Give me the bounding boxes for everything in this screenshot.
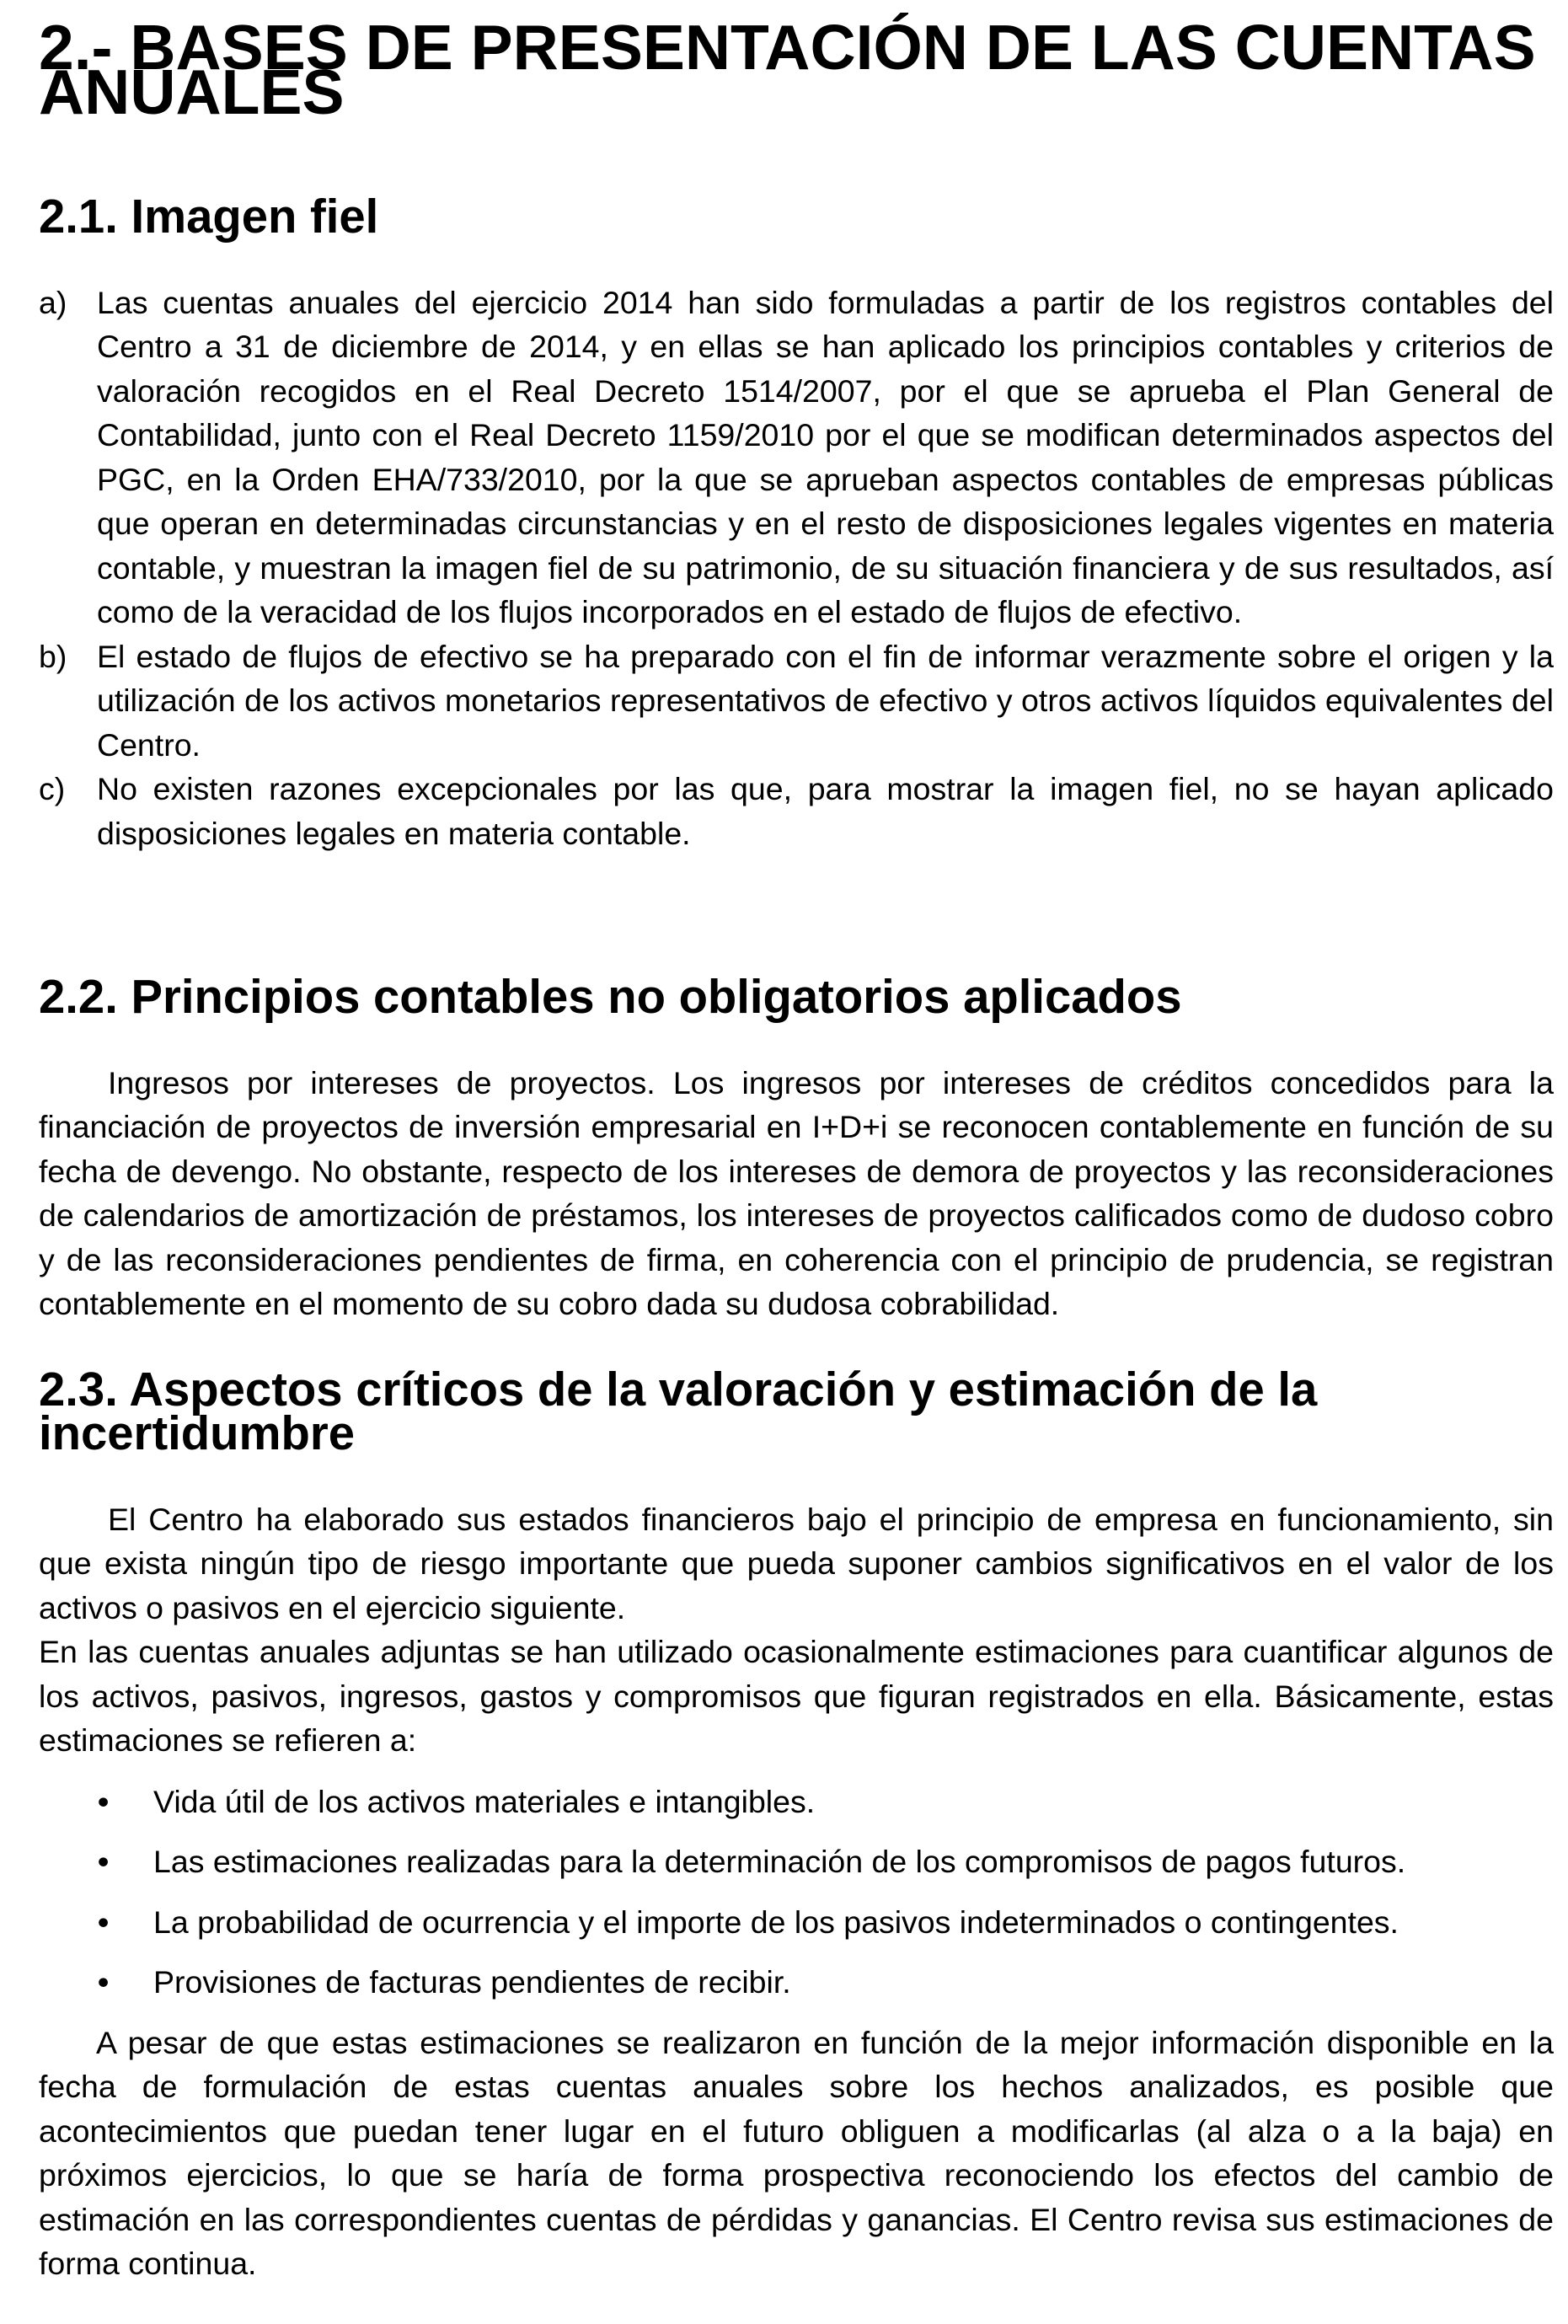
list-item [39,281,1554,635]
aspectos-paragraph-2: En las cuentas anuales adjuntas se han utilizado ocasionalmente estimaciones para cuantificar algunos de los activos, pasivos, ingresos, gastos y compromisos que figuran registrados en ella. Básicamente, estas estimaciones se refieren a: [39,1634,1554,1758]
list-item [39,1960,1554,2005]
list-item [39,1839,1554,1884]
list-marker: b) [39,638,67,674]
list-item [39,1900,1554,1945]
list-item-text: Las cuentas anuales del ejercicio 2014 han sido formuladas a partir de los registros contables del Centro a 31 de diciembre de 2014, y en ellas se han aplicado los principios contables y criterios de valoración recogidos en el Real Decreto 1514/2007, por el que se aprueba el Plan General de Contabilidad, junto con el Real Decreto 1159/2010 por el que se modifican determinados aspectos del PGC, en la Orden EHA/733/2010, por la que se aprueban aspectos contables de empresas públicas que operan en determinadas circunstancias y en el resto de disposiciones legales vigentes en materia contable, y muestran la imagen fiel de su patrimonio, de su situación financiera y de sus resultados, así como de la veracidad de los flujos incorporados en el estado de flujos de efectivo. [97,284,1554,629]
document-page [39,12,1554,2286]
list-marker: c) [39,771,66,806]
bullet-marker: • [98,1844,110,1879]
list-item-text: El estado de flujos de efectivo se ha preparado con el fin de informar verazmente sobre el origen y la utilización de los activos monetarios representativos de efectivo y otros activos líquidos equivalentes del Centro. [97,638,1554,763]
list-item-text: Vida útil de los activos materiales e intangibles. [153,1783,816,1819]
list-item-text: Las estimaciones realizadas para la determinación de los compromisos de pagos futuros. [153,1844,1406,1879]
list-item [39,767,1554,855]
subsection-title-aspectos-criticos: 2.3. Aspectos críticos de la valoración y estimación de la incertidumbre [39,1362,1318,1459]
aspectos-paragraph-1: El Centro ha elaborado sus estados financieros bajo el principio de empresa en funcionamiento, sin que exista ningún tipo de riesgo importante que pueda suponer cambios significativos en el valor de los activos o pasivos en el ejercicio siguiente. [39,1501,1554,1625]
list-item-text: No existen razones excepcionales por las que, para mostrar la imagen fiel, no se hayan aplicado disposiciones legales en materia contable. [97,771,1554,851]
list-marker: a) [39,284,67,320]
bullet-marker: • [98,1964,110,2000]
principios-paragraph: Ingresos por intereses de proyectos. Los ingresos por intereses de créditos concedidos para la financiación de proyectos de inversión empresarial en I+D+i se reconocen contablemente en función de su fecha de devengo. No obstante, respecto de los intereses de demora de proyectos y las reconsideraciones de calendarios de amortización de préstamos, los intereses de proyectos calificados como de dudoso cobro y de las reconsideraciones pendientes de firma, en coherencia con el principio de prudencia, se registran contablemente en el momento de su cobro dada su dudosa cobrabilidad. [39,1064,1554,1321]
estimaciones-list [39,1780,1554,2005]
aspectos-paragraph-3: A pesar de que estas estimaciones se realizaron en función de la mejor información disponible en la fecha de formulación de estas cuentas anuales sobre los hechos analizados, es posible que acontecimientos que puedan tener lugar en el futuro obliguen a modificarlas (al alza o a la baja) en próximos ejercicios, lo que se haría de forma prospectiva reconociendo los efectos del cambio de estimación en las correspondientes cuentas de pérdidas y ganancias. El Centro revisa sus estimaciones de forma continua. [39,2024,1554,2281]
list-item [39,635,1554,768]
list-item [39,1780,1554,1824]
list-item-text: Provisiones de facturas pendientes de recibir. [153,1964,791,2000]
bullet-marker: • [98,1783,110,1819]
list-item-text: La probabilidad de ocurrencia y el importe de los pasivos indeterminados o contingentes. [153,1904,1399,1940]
section-title: 2.- BASES DE PRESENTACIÓN DE LAS CUENTAS ANUALES [39,12,1536,127]
subsection-title-imagen-fiel: 2.1. Imagen fiel [39,190,379,243]
subsection-title-principios: 2.2. Principios contables no obligatorios aplicados [39,970,1182,1023]
bullet-marker: • [98,1904,110,1940]
imagen-fiel-list [39,281,1554,856]
